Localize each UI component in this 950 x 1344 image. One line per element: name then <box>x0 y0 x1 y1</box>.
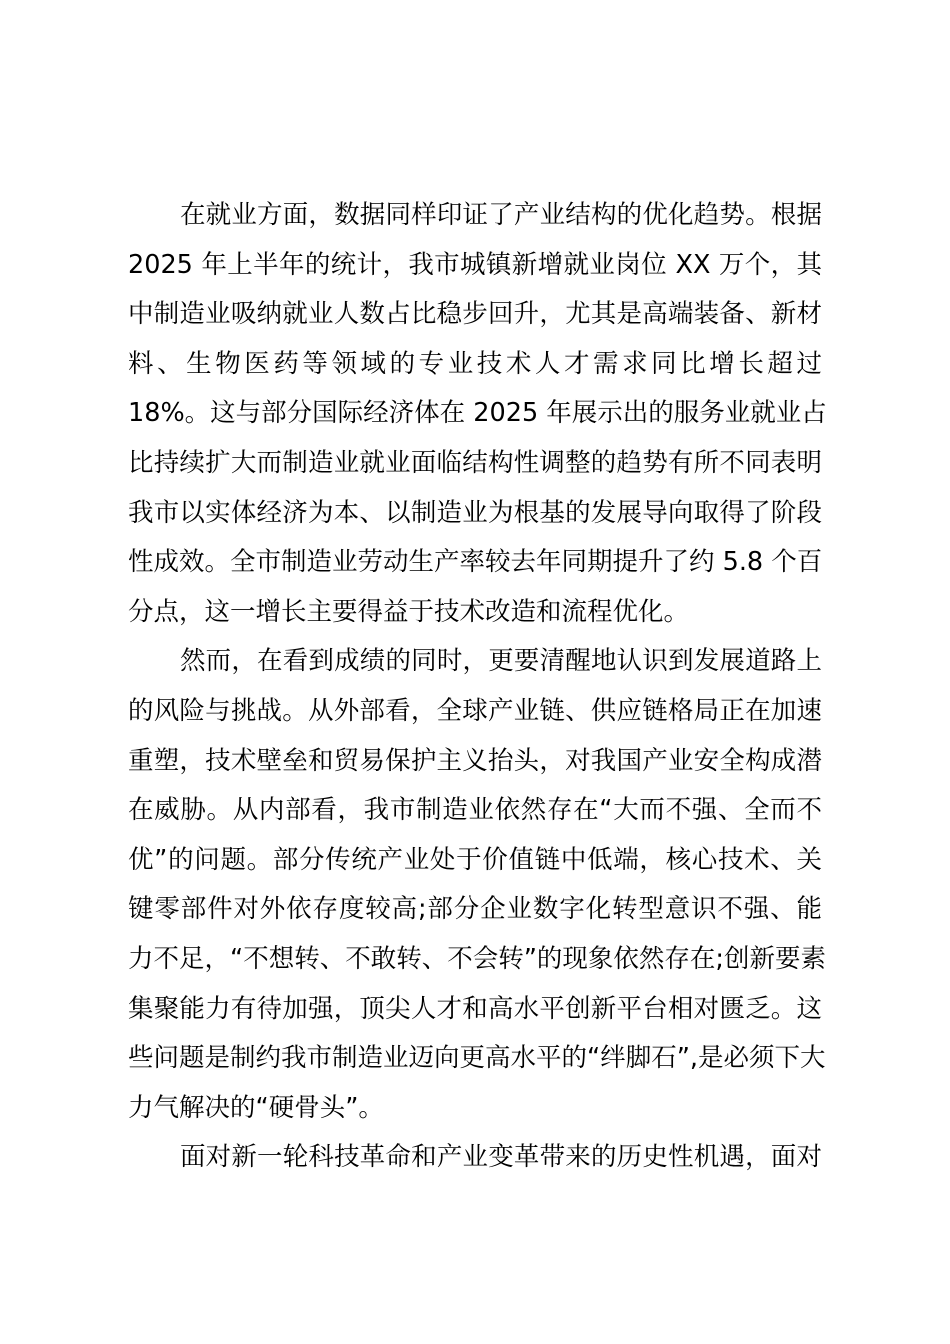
paragraph <box>128 1137 822 1187</box>
text-line: 面对新一轮科技革命和产业变革带来的历史性机遇，面对 <box>180 1142 822 1173</box>
text-line: 中制造业吸纳就业人数占比稳步回升，尤其是高端装备、新材 <box>128 299 822 330</box>
text-line: 2025 年上半年的统计，我市城镇新增就业岗位 XX 万个，其 <box>128 249 822 280</box>
text-line: 料、生物医药等领域的专业技术人才需求同比增长超过 <box>128 348 822 379</box>
text-line: 重塑，技术壁垒和贸易保护主义抬头，对我国产业安全构成潜 <box>128 745 822 776</box>
text-line: 然而，在看到成绩的同时，更要清醒地认识到发展道路上 <box>180 646 822 677</box>
text-line: 在就业方面，数据同样印证了产业结构的优化趋势。根据 <box>180 200 822 230</box>
paragraph <box>128 195 827 641</box>
paragraph <box>128 641 827 1137</box>
text-line: 的风险与挑战。从外部看，全球产业链、供应链格局正在加速 <box>128 695 822 726</box>
text-line: 在威胁。从内部看，我市制造业依然存在“大而不强、全而不 <box>128 795 822 826</box>
text-line: 力不足，“不想转、不敢转、不会转”的现象依然存在;创新要素 <box>128 943 827 974</box>
text-line: 比持续扩大而制造业就业面临结构性调整的趋势有所不同表明 <box>128 447 822 478</box>
text-line: 分点，这一增长主要得益于技术改造和流程优化。 <box>128 596 690 627</box>
document-page <box>128 195 827 1187</box>
text-line: 性成效。全市制造业劳动生产率较去年同期提升了约 5.8 个百 <box>128 547 823 578</box>
text-line: 些问题是制约我市制造业迈向更高水平的“绊脚石”,是必须下大 <box>128 1043 826 1074</box>
text-line: 键零部件对外依存度较高;部分企业数字化转型意识不强、能 <box>128 894 822 925</box>
text-line: 优”的问题。部分传统产业处于价值链中低端，核心技术、关 <box>128 844 822 875</box>
text-line: 我市以实体经济为本、以制造业为根基的发展导向取得了阶段 <box>128 497 822 528</box>
text-line: 集聚能力有待加强，顶尖人才和高水平创新平台相对匮乏。这 <box>128 993 822 1024</box>
text-line: 18%。这与部分国际经济体在 2025 年展示出的服务业就业占 <box>128 398 827 429</box>
text-line: 力气解决的“硬骨头”。 <box>128 1092 384 1123</box>
